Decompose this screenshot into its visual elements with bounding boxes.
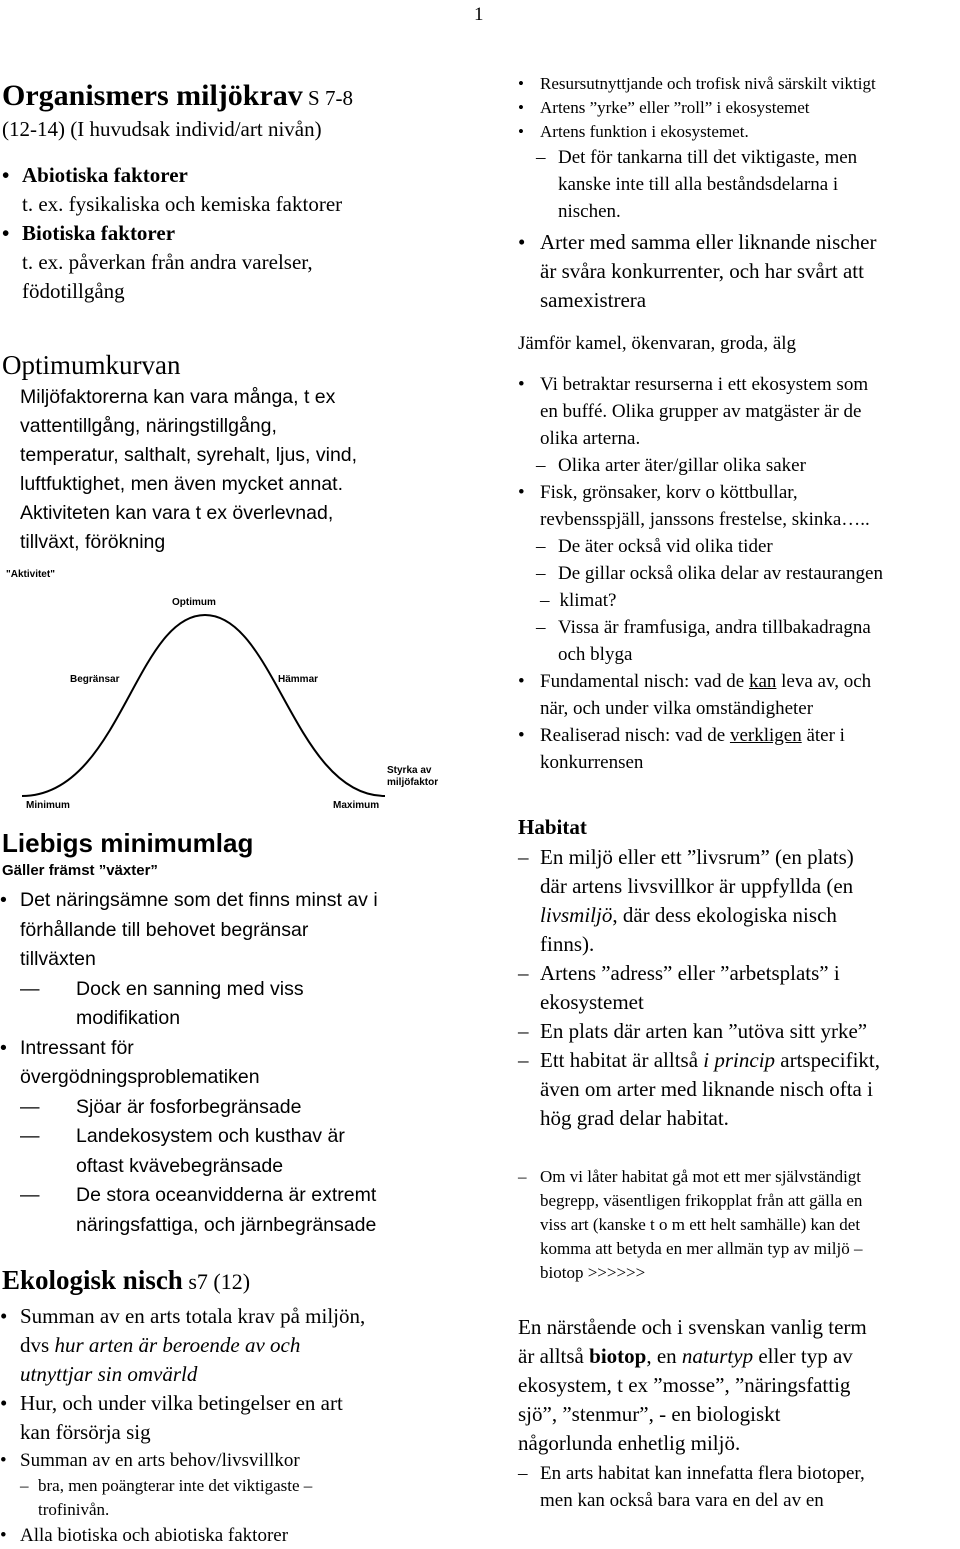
right-line: • Fisk, grönsaker, korv o köttbullar,	[540, 482, 798, 503]
habitat-line: finns).	[540, 932, 595, 956]
right-line: samexistrera	[540, 288, 647, 312]
section-title-organismers	[2, 78, 462, 116]
nisch-page-ref: s7 (12)	[182, 1269, 251, 1294]
title-text: Organismers miljökrav	[2, 79, 303, 112]
liebig-line: • Det näringsämne som det finns minst av i	[20, 889, 378, 911]
biotop-paragraph	[518, 1313, 958, 1458]
right-line: och blyga	[558, 644, 633, 665]
list-item: — Dock en sanning med viss modifikation	[0, 975, 378, 1034]
nisch-line: bra, men poängterar inte det viktigaste –	[38, 1476, 313, 1495]
liebig-line: övergödningsproblematiken	[20, 1066, 260, 1088]
liebig-line: Sjöar är fosforbegränsade	[76, 1095, 302, 1118]
right-line: Det för tankarna till det viktigaste, men	[558, 147, 858, 168]
habitat-line: En plats där arten kan ”utöva sitt yrke”	[540, 1019, 868, 1043]
list-item: – Ett habitat är alltså i princip artspecifikt, även om arter med liknande nisch ofta i hög grad delar habitat.	[518, 1046, 958, 1133]
habitat-line: hög grad delar habitat.	[540, 1106, 729, 1130]
paragraph-line: ekosystem, t ex ”mosse”, ”näringsfattig	[518, 1373, 851, 1397]
optimum-line: Miljöfaktorerna kan vara många, t ex	[20, 386, 336, 408]
title-page-ref: S 7-8	[302, 86, 353, 110]
note-line: begrepp, väsentligen frikopplat från att gälla en	[540, 1191, 863, 1210]
list-item	[518, 668, 958, 722]
liebig-line: De stora oceanvidderna är extremt	[76, 1184, 377, 1206]
habitat-note	[518, 1165, 958, 1285]
paragraph-line: sjö”, ”stenmur”, - en biologiskt	[518, 1402, 781, 1426]
liebig-line: näringsfattiga, och järnbegränsade	[76, 1213, 377, 1236]
right-line: är svåra konkurrenter, och har svårt att	[540, 259, 864, 283]
note-line: Om vi låter habitat gå mot ett mer självständigt	[540, 1167, 862, 1186]
right-line: De äter också vid olika tider	[558, 536, 773, 557]
liebig-line: oftast kvävebegränsade	[76, 1154, 284, 1177]
list-item: – bra, men poängterar inte det viktigaste – trofinivån.	[0, 1474, 460, 1522]
list-item: — Sjöar är fosforbegränsade	[0, 1093, 378, 1123]
list-item: – En plats där arten kan ”utöva sitt yrke”	[518, 1017, 958, 1046]
liebig-line: modifikation	[76, 1007, 181, 1029]
optimum-line: vattentillgång, näringstillgång,	[20, 415, 277, 437]
right-column	[518, 72, 958, 776]
page-number: 1	[474, 4, 484, 25]
list-item	[518, 479, 958, 533]
right-line: när, och under vilka omständigheter	[540, 698, 814, 719]
section-title-habitat: Habitat	[518, 815, 587, 839]
axis-label-line1: Styrka av	[387, 765, 432, 776]
note-line: En arts habitat kan innefatta flera biotoper,	[540, 1463, 865, 1484]
list-item: • Artens ”yrke” eller ”roll” i ekosystemet	[518, 96, 958, 120]
note-line: men kan också bara vara en del av en	[540, 1490, 824, 1511]
list-item	[0, 1302, 460, 1389]
list-item: – En miljö eller ett ”livsrum” (en plats) där artens livsvillkor är uppfyllda (en livsmiljö, där dess ekologiska nisch finns).	[518, 843, 958, 959]
list-item: — Landekosystem och kusthav är oftast kvävebegränsade	[0, 1122, 378, 1181]
right-line: Olika arter äter/gillar olika saker	[558, 455, 806, 476]
maximum-label: Maximum	[333, 800, 380, 811]
optimum-line: luftfuktighet, men även mycket annat.	[20, 473, 344, 495]
list-item	[0, 1522, 460, 1549]
list-item: – Om vi låter habitat gå mot ett mer självständigt begrepp, väsentligen frikopplat från att gälla en viss art (kanske t o m ett helt samhälle) kan det komma att betyda en mer allmän typ av miljö – biotop >>>>>>	[518, 1165, 958, 1285]
list-item: – Artens ”adress” eller ”arbetsplats” i ekosystemet	[518, 959, 958, 1017]
list-item: – Vissa är framfusiga, andra tillbakadragna och blyga	[518, 614, 958, 668]
list-item-biotic: • Biotiska faktorer	[2, 219, 462, 248]
bell-curve	[22, 615, 385, 796]
section-title-liebig: Liebigs minimumlag	[2, 828, 254, 858]
habitat-line: Ett habitat är alltså i princip artspecifikt,	[540, 1048, 880, 1072]
section-title-optimum: Optimumkurvan	[2, 350, 181, 380]
habitat-line: En miljö eller ett ”livsrum” (en plats)	[540, 845, 854, 869]
optimum-curve-diagram	[0, 560, 470, 815]
nisch-line: • Summan av en arts totala krav på miljön,	[20, 1304, 366, 1328]
nisch-line: • Hur, och under vilka betingelser en art	[20, 1391, 343, 1415]
list-item: • Artens funktion i ekosystemet.	[518, 120, 958, 144]
right-line: revbensspjäll, janssons frestelse, skinka…..	[540, 509, 870, 530]
habitat-line: Artens ”adress” eller ”arbetsplats” i	[540, 961, 840, 985]
list-item: – Det för tankarna till det viktigaste, men kanske inte till alla beståndsdelarna i nischen.	[518, 144, 958, 225]
compare-line: Jämför kamel, ökenvaran, groda, älg	[518, 333, 797, 354]
axis-label-line2: miljöfaktor	[387, 777, 439, 788]
nisch-line: kan försörja sig	[20, 1420, 151, 1444]
list-item: – En arts habitat kan innefatta flera biotoper, men kan också bara vara en del av en	[518, 1460, 958, 1514]
paragraph-line: En närstående och i svenskan vanlig term	[518, 1315, 867, 1339]
subtitle: (12-14) (I huvudsak individ/art nivån)	[2, 117, 322, 141]
habitat-line: ekosystemet	[540, 990, 644, 1014]
liebig-line: Dock en sanning med viss	[76, 977, 304, 1000]
nisch-line: • Summan av en arts behov/livsvillkor	[20, 1450, 300, 1471]
list-item-abiotic: • Abiotiska faktorer	[2, 161, 462, 190]
list-item	[0, 1389, 460, 1447]
left-column	[2, 78, 462, 306]
note-line: biotop >>>>>>	[540, 1263, 646, 1282]
right-line: • Arter med samma eller liknande nischer	[540, 230, 877, 254]
right-line: nischen.	[558, 201, 621, 222]
right-line: kanske inte till alla beståndsdelarna i	[558, 174, 839, 195]
list-item: – De äter också vid olika tider	[518, 533, 958, 560]
hammar-label: Hämmar	[278, 674, 319, 685]
right-line: • Realiserad nisch: vad de verkligen äter i	[540, 725, 845, 746]
nisch-title-text: Ekologisk nisch	[2, 1265, 183, 1295]
biotop-note	[518, 1460, 958, 1514]
minimum-label: Minimum	[26, 800, 70, 811]
abiotic-example: t. ex. fysikaliska och kemiska faktorer	[22, 192, 343, 216]
factor-list	[2, 161, 462, 306]
list-item	[518, 228, 958, 315]
right-line: • Fundamental nisch: vad de kan leva av, och	[540, 671, 872, 692]
habitat-line: där artens livsvillkor är uppfyllda (en	[540, 874, 854, 898]
right-line: en buffé. Olika grupper av matgäster är de	[540, 401, 862, 422]
nisch-line: • Alla biotiska och abiotiska faktorer	[20, 1525, 289, 1546]
note-line: komma att betyda en mer allmän typ av miljö –	[540, 1239, 863, 1258]
habitat-list	[518, 843, 958, 1133]
list-item	[0, 886, 378, 975]
list-item: • Resursutnyttjande och trofisk nivå särskilt viktigt	[518, 72, 958, 96]
paragraph-line: är alltså biotop, en naturtyp eller typ av	[518, 1344, 853, 1368]
list-item: — De stora oceanvidderna är extremt näringsfattiga, och järnbegränsade	[0, 1181, 378, 1240]
y-axis-label: "Aktivitet"	[6, 569, 55, 580]
right-line: Vissa är framfusiga, andra tillbakadragna	[558, 617, 871, 638]
begransar-label: Begränsar	[70, 674, 120, 685]
habitat-line: även om arter med liknande nisch ofta i	[540, 1077, 873, 1101]
note-line: viss art (kanske t o m ett helt samhälle) kan det	[540, 1215, 861, 1234]
right-line: De gillar också olika delar av restaurangen	[558, 563, 883, 584]
biotic-example-1: t. ex. påverkan från andra varelser,	[22, 250, 313, 274]
optimum-line: tillväxt, förökning	[20, 531, 166, 553]
paragraph-line: någorlunda enhetlig miljö.	[518, 1431, 741, 1455]
optimum-label: Optimum	[172, 597, 216, 608]
list-item	[518, 722, 958, 776]
optimum-paragraph	[20, 383, 357, 557]
liebig-list	[0, 886, 378, 1240]
list-item: – Olika arter äter/gillar olika saker	[518, 452, 958, 479]
section-title-nisch	[2, 1265, 250, 1296]
habitat-line: livsmiljö, där dess ekologiska nisch	[540, 903, 837, 927]
list-item	[0, 1447, 460, 1474]
nisch-line: utnyttjar sin omvärld	[20, 1362, 198, 1386]
optimum-line: Aktiviteten kan vara t ex överlevnad,	[20, 502, 334, 524]
nisch-line: dvs hur arten är beroende av och	[20, 1333, 301, 1357]
nisch-list	[0, 1302, 460, 1549]
biotic-example-2: födotillgång	[22, 279, 125, 303]
right-line: konkurrensen	[540, 752, 644, 773]
list-item	[518, 371, 958, 452]
liebig-line: förhållande till behovet begränsar	[20, 918, 309, 941]
list-item	[0, 1034, 378, 1093]
right-line: • Vi betraktar resurserna i ett ekosystem som	[540, 374, 869, 395]
liebig-subtitle: Gäller främst ”växter”	[2, 862, 158, 879]
right-line: olika arterna.	[540, 428, 641, 449]
optimum-line: temperatur, salthalt, syrehalt, ljus, vind,	[20, 444, 358, 466]
liebig-line: tillväxten	[20, 948, 96, 970]
liebig-line: • Intressant för	[20, 1036, 134, 1059]
list-item: – De gillar också olika delar av restaurangen – klimat?	[518, 560, 958, 614]
nisch-line: trofinivån.	[38, 1500, 110, 1519]
right-line: – klimat?	[540, 590, 617, 611]
liebig-line: Landekosystem och kusthav är	[76, 1125, 345, 1147]
